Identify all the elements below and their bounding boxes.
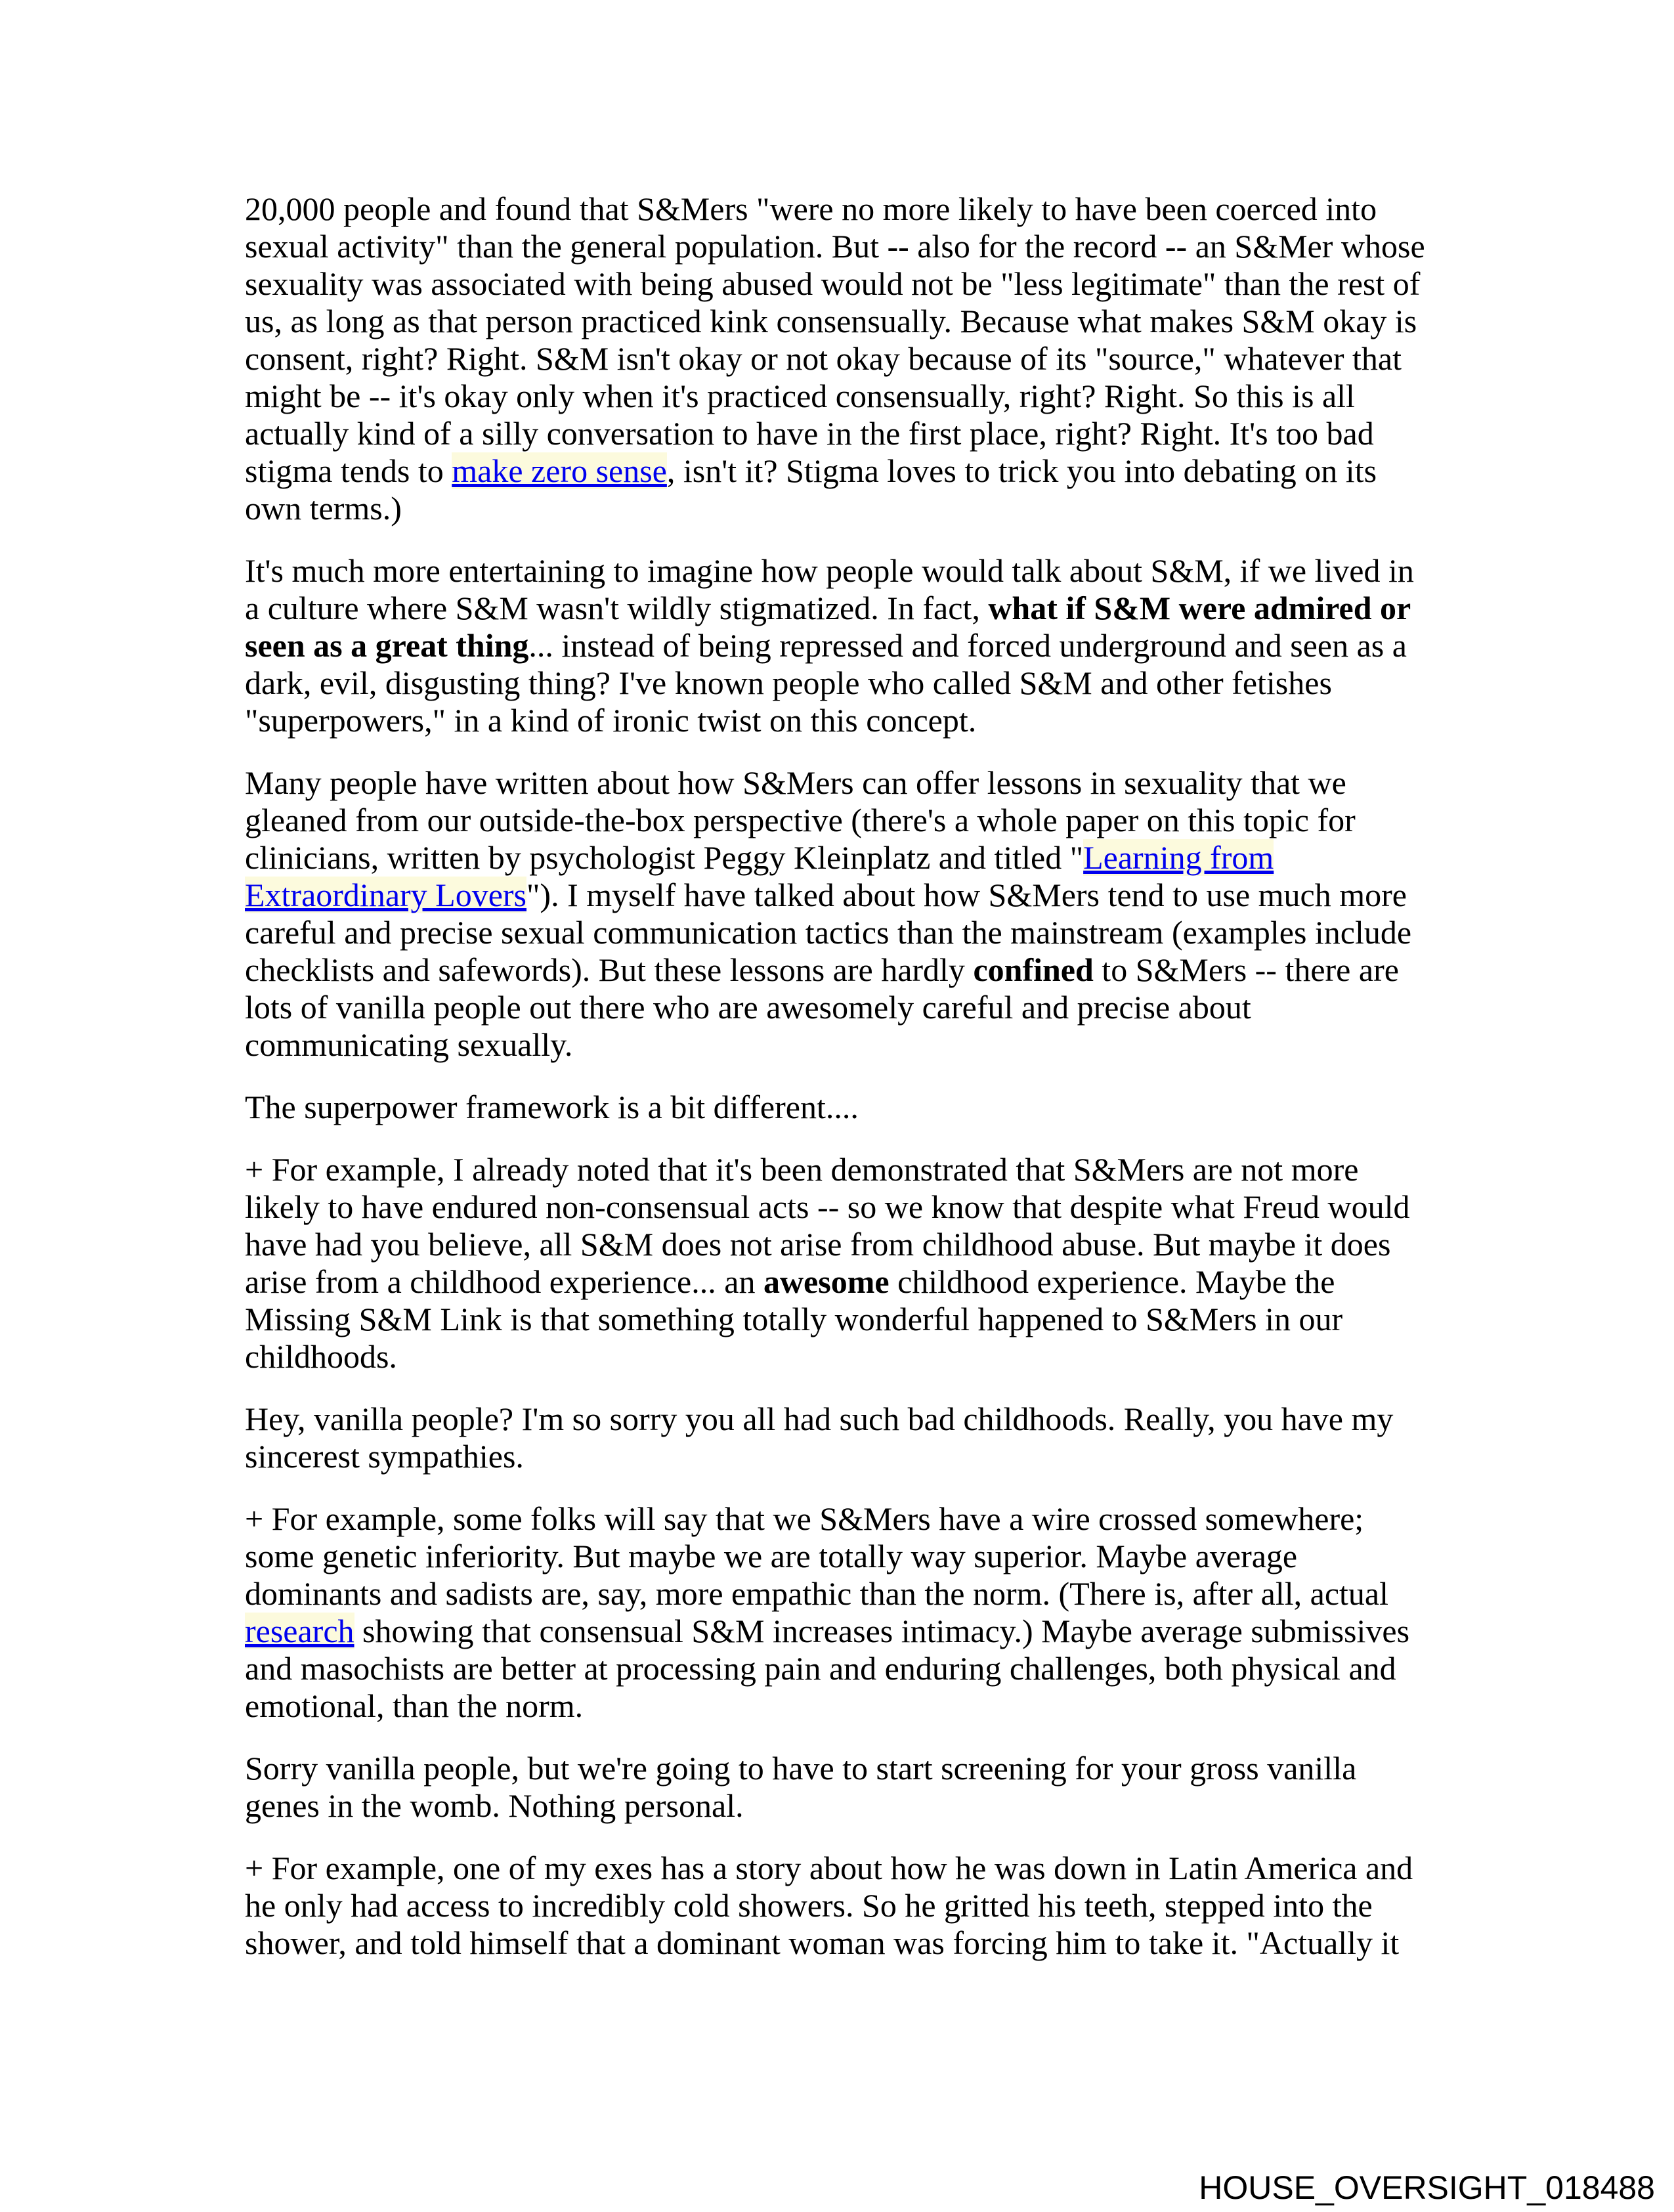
paragraph bbox=[245, 552, 1436, 739]
bates-number: HOUSE_OVERSIGHT_018488 bbox=[1199, 2169, 1655, 2206]
hyperlink[interactable]: Learning from Extraordinary Lovers bbox=[245, 839, 1274, 913]
text-run: + For example, some folks will say that we S&Mers have a wire crossed somewhere; some genetic inferiority. But maybe we are totally way superior. Maybe average dominants and sadists are, say, more empathic than the norm. (There is, after all, actual bbox=[245, 1500, 1388, 1612]
hyperlink[interactable]: research bbox=[245, 1613, 354, 1649]
paragraph bbox=[245, 1500, 1436, 1725]
text-run: showing that consensual S&M increases intimacy.) Maybe average submissives and masochists are better at processing pain and enduring challenges, both physical and emotional, than the norm. bbox=[245, 1613, 1410, 1724]
paragraph bbox=[245, 1850, 1436, 1962]
text-run: 20,000 people and found that S&Mers "were no more likely to have been coerced into sexual activity" than the general population. But -- also for the record -- an S&Mer whose sexuality was associated with being abused would not be "less legitimate" than the rest of us, as long as that person practiced kink consensually. Because what makes S&M okay is consent, right? Right. S&M isn't okay or not okay because of its "source," whatever that might be -- it's okay only when it's practiced consensually, right? Right. So this is all actually kind of a silly conversation to have in the first place, right? Right. It's too bad stigma tends to bbox=[245, 190, 1425, 489]
text-run: ... instead of being repressed and forced underground and seen as a dark, evil, disgusting thing? I've known people who called S&M and other fetishes "superpowers," in a kind of ironic twist on this concept. bbox=[245, 627, 1407, 739]
paragraph bbox=[245, 764, 1436, 1064]
bold-text: what if S&M were admired or seen as a great thing bbox=[245, 590, 1411, 664]
text-run: It's much more entertaining to imagine how people would talk about S&M, if we lived in a culture where S&M wasn't wildly stigmatized. In fact, bbox=[245, 552, 1414, 626]
paragraph bbox=[245, 1151, 1436, 1376]
text-run: The superpower framework is a bit different.... bbox=[245, 1089, 859, 1125]
text-run: + For example, I already noted that it's been demonstrated that S&Mers are not more likely to have endured non-consensual acts -- so we know that despite what Freud would have had you believe, all S&M does not arise from childhood abuse. But maybe it does arise from a childhood experience... an bbox=[245, 1151, 1410, 1300]
paragraph bbox=[245, 1750, 1436, 1825]
text-run: to S&Mers -- there are lots of vanilla people out there who are awesomely careful and precise about communicating sexually. bbox=[245, 951, 1399, 1063]
text-run: + For example, one of my exes has a story about how he was down in Latin America and he only had access to incredibly cold showers. So he gritted his teeth, stepped into the shower, and told himself that a dominant woman was forcing him to take it. "Actually it bbox=[245, 1850, 1413, 1961]
bold-text: confined bbox=[973, 951, 1094, 988]
bold-text: awesome bbox=[763, 1263, 890, 1300]
text-run: "). I myself have talked about how S&Mers tend to use much more careful and precise sexual communication tactics than the mainstream (examples include checklists and safewords). But these lessons are hardly bbox=[245, 877, 1412, 988]
text-run: , isn't it? Stigma loves to trick you into debating on its own terms.) bbox=[245, 452, 1377, 527]
text-run: childhood experience. Maybe the Missing S&M Link is that something totally wonderful happened to S&Mers in our childhoods. bbox=[245, 1263, 1343, 1375]
text-run: Sorry vanilla people, but we're going to have to start screening for your gross vanilla genes in the womb. Nothing personal. bbox=[245, 1750, 1357, 1824]
text-run: Hey, vanilla people? I'm so sorry you all had such bad childhoods. Really, you have my sincerest sympathies. bbox=[245, 1400, 1394, 1475]
document-body bbox=[245, 190, 1436, 1962]
paragraph bbox=[245, 190, 1436, 527]
paragraph bbox=[245, 1400, 1436, 1475]
text-run: Many people have written about how S&Mers can offer lessons in sexuality that we gleaned from our outside-the-box perspective (there's a whole paper on this topic for clinicians, written by psychologist Peggy Kleinplatz and titled " bbox=[245, 764, 1356, 876]
hyperlink[interactable]: make zero sense bbox=[452, 452, 667, 489]
paragraph bbox=[245, 1089, 1436, 1126]
